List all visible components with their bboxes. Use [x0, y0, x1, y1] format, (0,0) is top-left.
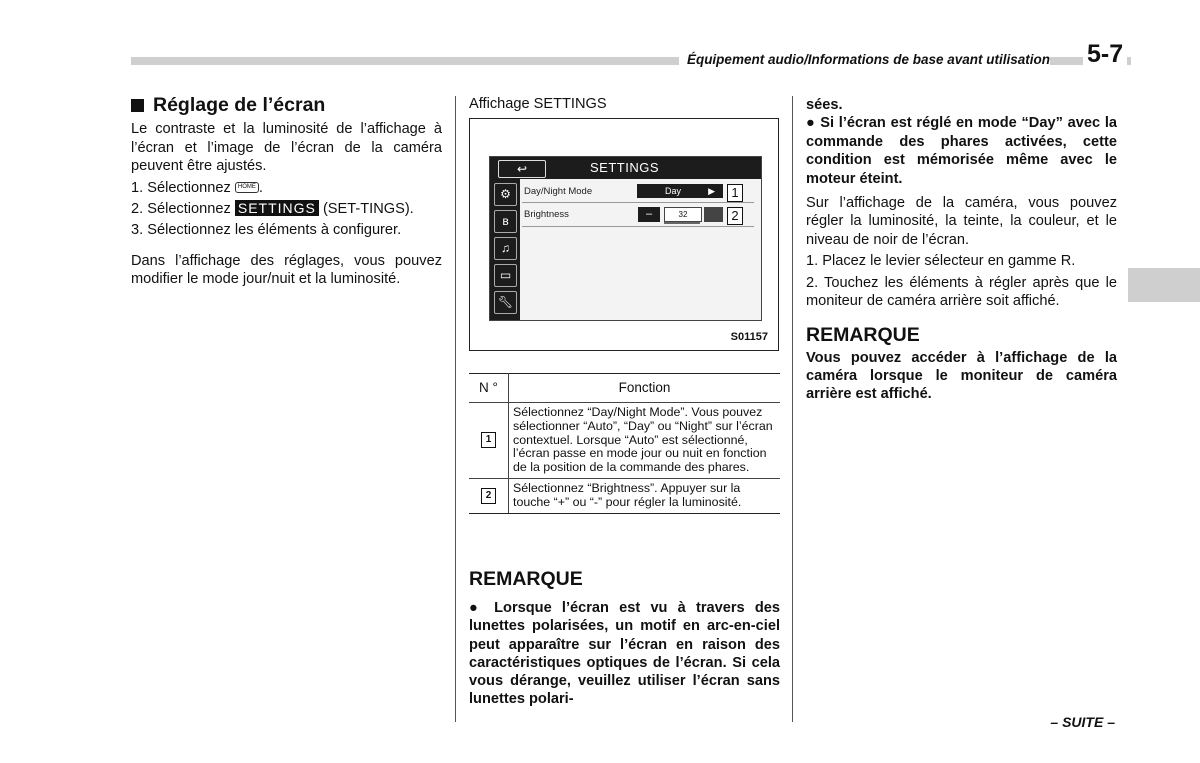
step-1-suffix: .: [258, 179, 263, 196]
brightness-minus: –: [638, 207, 660, 222]
middle-column: [469, 96, 779, 351]
bluetooth-icon: ʙ: [494, 210, 517, 233]
day-mode-note: ● Si l’écran est réglé en mode “Day” avec la commande des phares activées, cette condition est mémorisée même avec le moteur éteint.: [806, 115, 1117, 187]
day-night-mode-label: Day/Night Mode: [524, 186, 593, 197]
chapter-tab: [1128, 268, 1200, 302]
table-row: [469, 403, 780, 479]
callout-1: 1: [727, 184, 743, 202]
wrench-icon: 🔧︎: [494, 291, 517, 314]
brightness-bar: [664, 222, 700, 224]
footer-continued: – SUITE –: [1050, 714, 1115, 730]
col-header-function: Fonction: [509, 374, 781, 403]
header-title: Équipement audio/Informations de base avant utilisation: [679, 52, 1050, 67]
figure-caption: Affichage SETTINGS: [469, 96, 607, 112]
screen-title: SETTINGS: [590, 160, 660, 175]
settings-screen: [489, 156, 762, 321]
section-title: [131, 96, 442, 114]
section-title-text: Réglage de l’écran: [153, 94, 326, 116]
display-icon: ▭: [494, 264, 517, 287]
arrow-right-icon: ▶: [708, 186, 715, 196]
gear-icon: ⚙: [494, 183, 517, 206]
figure-code: S01157: [730, 331, 768, 343]
remarque-text: Vous pouvez accéder à l’affichage de la caméra lorsque le moniteur de caméra arrière est affiché.: [806, 349, 1117, 403]
screen-header: [490, 157, 761, 179]
remarque-title: REMARQUE: [469, 568, 583, 590]
step-2-text: 2. Sélectionnez: [131, 201, 231, 218]
table-header: [469, 374, 780, 403]
brightness-value: 32: [664, 207, 702, 222]
callout-2: 2: [727, 207, 743, 225]
settings-button-label: SETTINGS: [235, 200, 319, 216]
camera-step-1: 1. Placez le levier sélecteur en gamme R.: [806, 253, 1076, 270]
column-separator-2: [792, 96, 793, 722]
intro-paragraph: Le contraste et la luminosité de l’affichage à l’écran et l’image de l’écran de la caméra peuvent être ajustés.: [131, 121, 442, 175]
square-bullet-icon: [131, 99, 144, 112]
brightness-label: Brightness: [524, 209, 569, 220]
day-night-mode-value: Day: [665, 186, 682, 196]
brightness-plus: [704, 207, 723, 222]
home-button-icon: HOME: [235, 182, 259, 193]
row-function-text: Sélectionnez “Day/Night Mode”. Vous pouvez sélectionner “Auto”, “Day” ou “Night” sur l’écran contextuel. Lorsque “Auto” est sélectionné, l’écran passe en mode jour ou nuit en fonction de la position de la commande des phares.: [509, 403, 781, 479]
remarque-block-1: [469, 568, 780, 709]
column-separator-1: [455, 96, 456, 722]
row-function-text: Sélectionnez “Brightness”. Appuyer sur la touche “+” ou “-” pour régler la luminosité.: [509, 478, 781, 513]
day-night-mode-selector: [637, 184, 723, 198]
page-number: 5-7: [1083, 40, 1127, 69]
settings-figure: [469, 118, 779, 351]
right-column: [806, 96, 1117, 404]
step-2-suffix: (SET-TINGS).: [322, 201, 414, 218]
remarque-title: REMARQUE: [806, 324, 920, 347]
camera-intro: Sur l’affichage de la caméra, vous pouvez régler la luminosité, la teinte, la couleur, et le niveau de noir de l’écran.: [806, 195, 1117, 248]
camera-step-2: 2. Touchez les éléments à régler après que le moniteur de caméra arrière soit affiché.: [806, 274, 1117, 310]
table-row: [469, 478, 780, 513]
row-number-cell: [469, 403, 509, 479]
music-note-icon: ♫: [494, 237, 517, 260]
remarque-block-2: [806, 326, 1117, 403]
step-1: [131, 179, 442, 197]
step-3: 3. Sélectionnez les éléments à configurer.: [131, 222, 402, 239]
row-number: 1: [481, 432, 496, 448]
row-divider: [522, 202, 754, 203]
row-divider: [522, 226, 754, 227]
remarque-text: ● Lorsque l’écran est vu à travers des lunettes polarisées, un motif en arc-en-ciel peut apparaître sur l’écran en raison des caractéristiques optiques de l’écran. Si cela vous dérange, veuillez utiliser l’écran sans lunettes polari-: [469, 600, 780, 708]
row-number: 2: [481, 488, 496, 504]
row-number-cell: [469, 478, 509, 513]
left-column: [131, 96, 442, 289]
outro-paragraph: Dans l’affichage des réglages, vous pouvez modifier le mode jour/nuit et la luminosité.: [131, 252, 442, 288]
col-header-no: N °: [469, 374, 509, 403]
continued-text: sées.: [806, 97, 843, 113]
function-table: [469, 373, 780, 514]
back-icon: ↩: [498, 160, 546, 178]
step-1-text: 1. Sélectionnez: [131, 179, 231, 196]
step-2: [131, 200, 442, 218]
screen-sidebar: [490, 179, 520, 320]
